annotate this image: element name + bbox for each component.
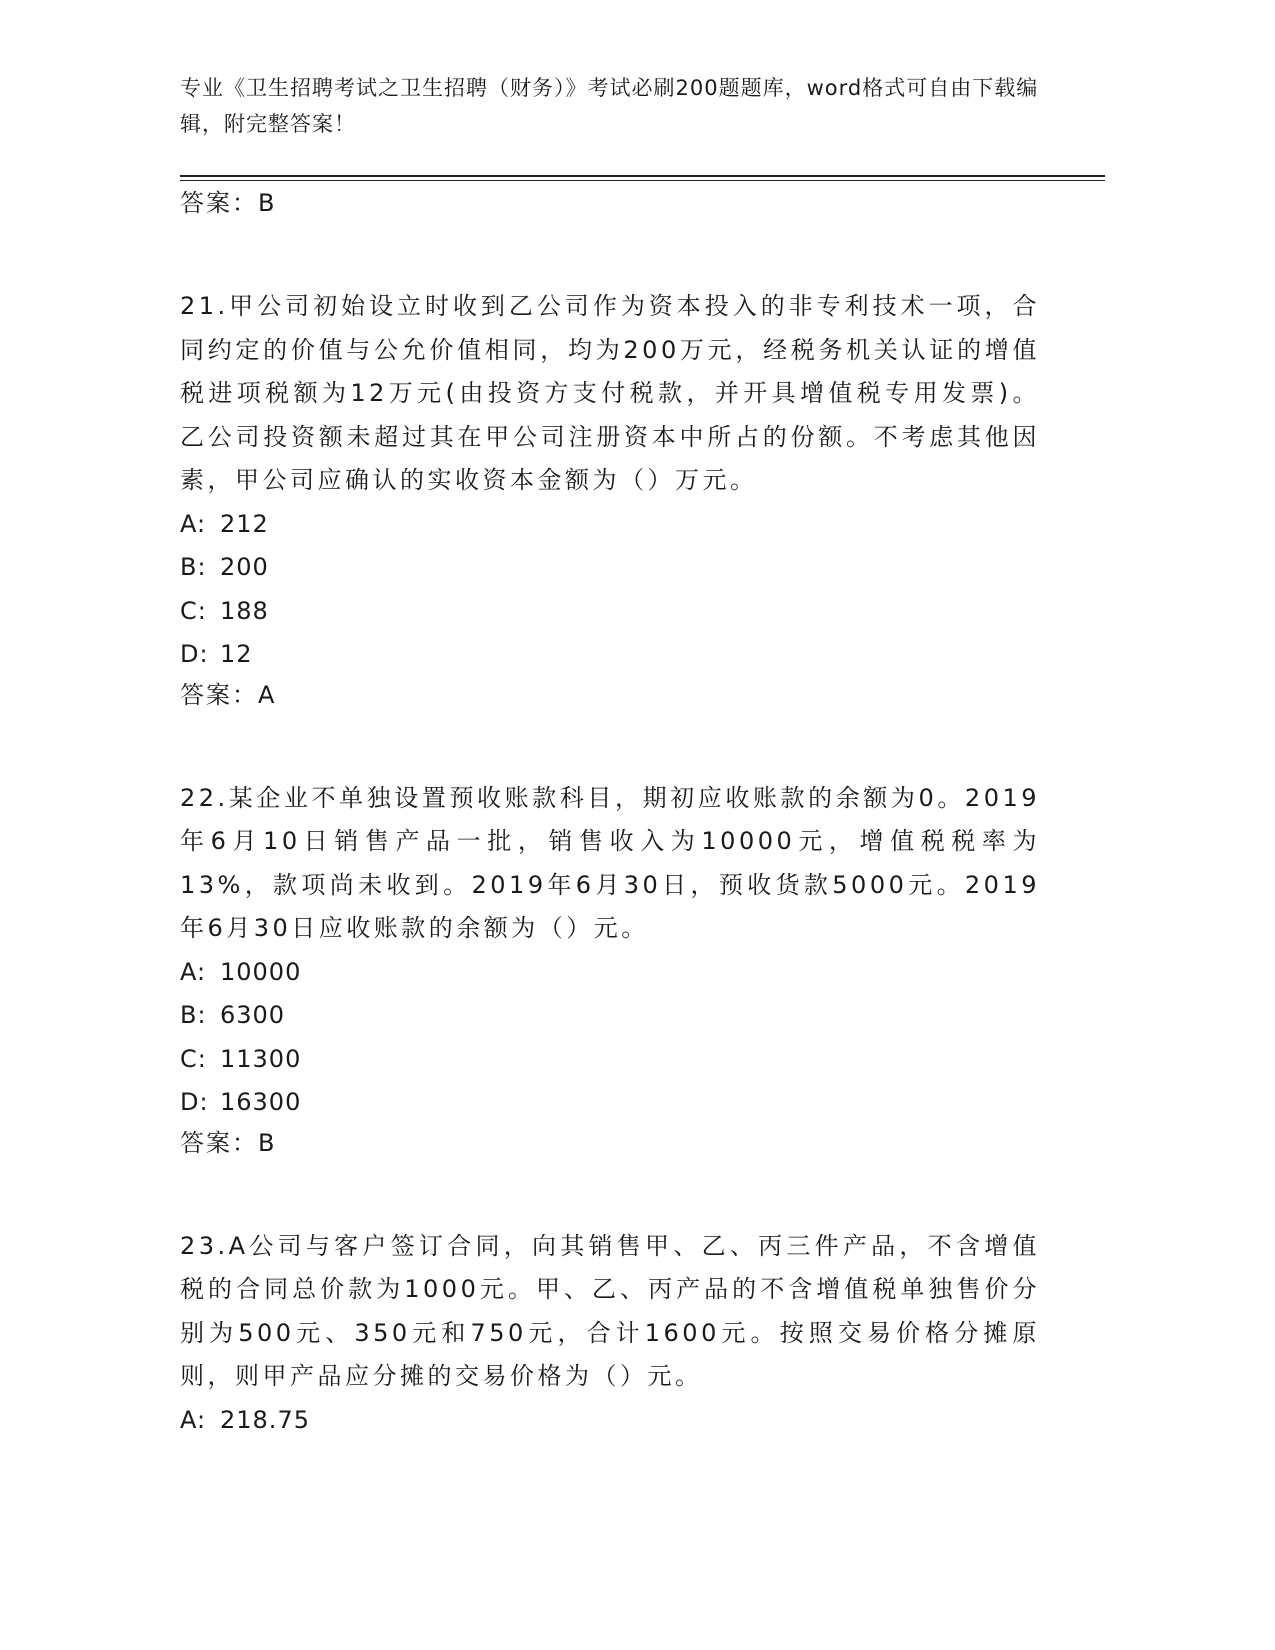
- question-text: 23.A公司与客户签订合同，向其销售甲、乙、丙三件产品，不含增值税的合同总价款为1000元。甲、乙、丙产品的不含增值税单独售价分别为500元、350元和750元，合计1600元。按照交易价格分摊原则，则甲产品应分摊的交易价格为（）元。: [180, 1231, 1040, 1390]
- option-label: C:: [180, 596, 207, 625]
- header-divider-thin: [180, 180, 1105, 181]
- option-a: [180, 503, 1040, 547]
- header-divider-thick: [180, 175, 1105, 177]
- option-a: [180, 1399, 1040, 1443]
- option-value: 188: [220, 596, 269, 625]
- option-label: D:: [180, 1088, 209, 1116]
- option-label: B:: [180, 1001, 207, 1029]
- question-block: [180, 1225, 1040, 1443]
- option-b: [180, 546, 1040, 590]
- option-value: 16300: [220, 1088, 302, 1116]
- option-label: A:: [180, 509, 207, 538]
- option-value: 6300: [220, 1001, 286, 1029]
- document-header: 专业《卫生招聘考试之卫生招聘（财务）》考试必刷200题题库，word格式可自由下载编辑，附完整答案！: [180, 76, 1039, 136]
- option-c: [180, 590, 1040, 634]
- option-value: 11300: [220, 1044, 302, 1073]
- option-d: [180, 1081, 1040, 1125]
- previous-answer: 答案：B: [180, 189, 277, 217]
- option-c: [180, 1038, 1040, 1082]
- option-b: [180, 994, 1040, 1038]
- option-label: C:: [180, 1044, 207, 1073]
- answer-line: 答案：B: [180, 1128, 277, 1157]
- option-value: 10000: [220, 957, 302, 986]
- option-d: [180, 633, 1040, 677]
- option-label: A:: [180, 1405, 207, 1434]
- option-value: 200: [220, 553, 269, 581]
- question-block: [180, 777, 1040, 1161]
- question-text: 21.甲公司初始设立时收到乙公司作为资本投入的非专利技术一项，合同约定的价值与公允价值相同，均为200万元，经税务机关认证的增值税进项税额为12万元(由投资方支付税款，并开具增值税专用发票)。乙公司投资额未超过其在甲公司注册资本中所占的份额。不考虑其他因素，甲公司应确认的实收资本金额为（）万元。: [180, 292, 1040, 494]
- question-block: [180, 285, 1040, 713]
- option-a: [180, 951, 1040, 995]
- option-value: 12: [220, 640, 253, 668]
- option-label: D:: [180, 640, 209, 668]
- option-label: B:: [180, 553, 207, 581]
- option-label: A:: [180, 957, 207, 986]
- answer-line: 答案：A: [180, 680, 277, 709]
- option-value: 218.75: [220, 1405, 310, 1434]
- option-value: 212: [220, 509, 269, 538]
- question-text: 22.某企业不单独设置预收账款科目，期初应收账款的余额为0。2019年6月10日销售产品一批，销售收入为10000元，增值税税率为13%，款项尚未收到。2019年6月30日，预收货款5000元。2019年6月30日应收账款的余额为（）元。: [180, 783, 1040, 942]
- question-list: [180, 185, 1040, 1442]
